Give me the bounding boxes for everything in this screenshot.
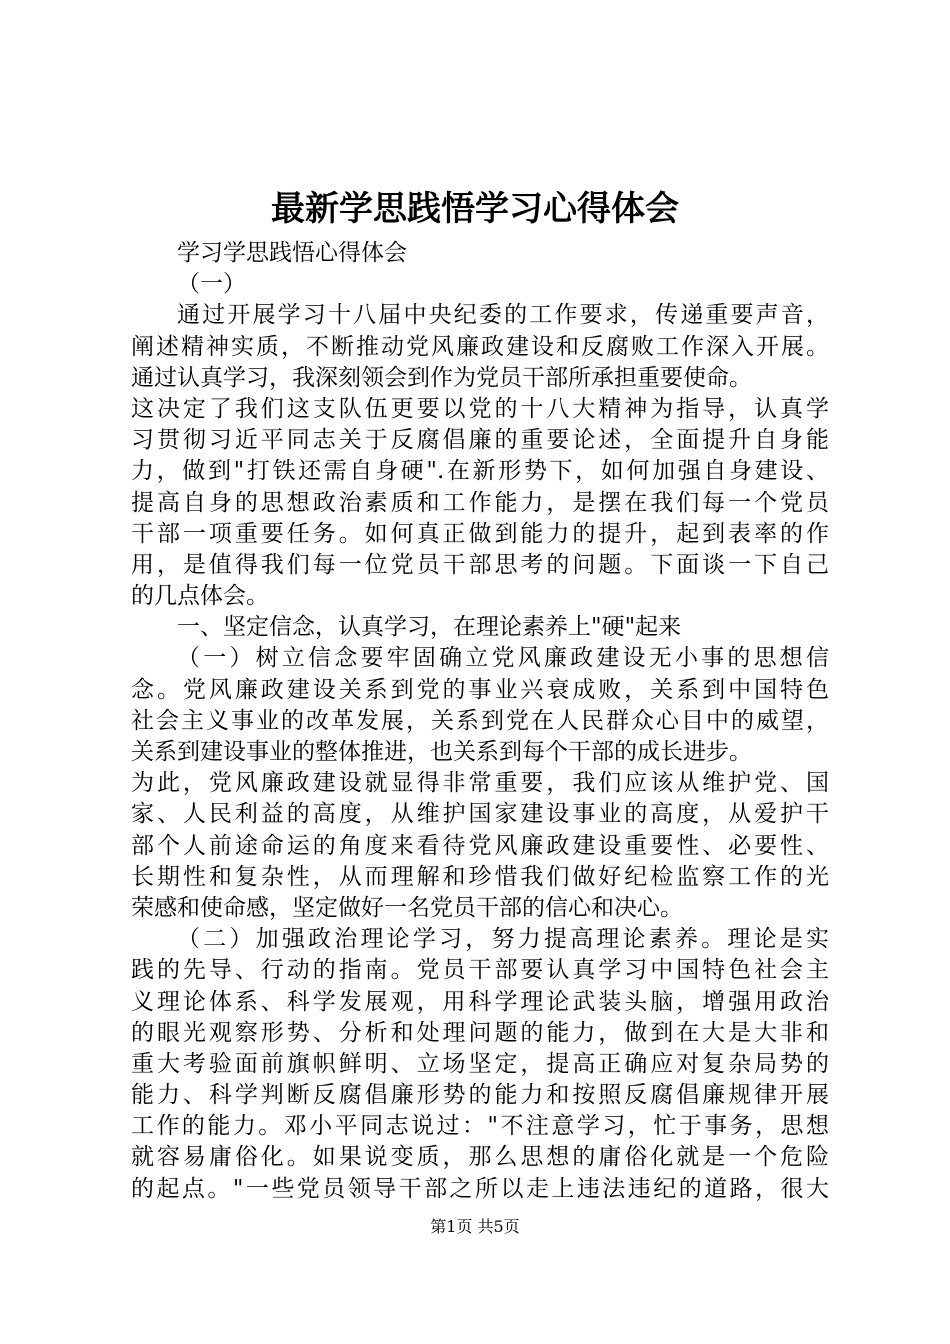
body-line: 义理论体系、科学发展观，用科学理论武装头脑，增强用政治 <box>131 988 829 1015</box>
body-line: 的眼光观察形势、分析和处理问题的能力，做到在大是大非和 <box>131 1019 829 1046</box>
body-line: （一）树立信念要牢固确立党风廉政建设无小事的思想信 <box>177 645 829 672</box>
body-line: 的几点体会。 <box>131 583 269 610</box>
body-line: （一） <box>177 271 246 298</box>
page-footer: 第1页 共5页 <box>430 1217 520 1236</box>
body-line: 习贯彻习近平同志关于反腐倡廉的重要论述，全面提升自身能 <box>131 427 829 454</box>
body-line: 关系到建设事业的整体推进，也关系到每个干部的成长进步。 <box>131 739 752 765</box>
body-line: 荣感和使命感，坚定做好一名党员干部的信心和决心。 <box>131 894 683 921</box>
body-line: 部个人前途命运的角度来看待党风廉政建设重要性、必要性、 <box>131 832 829 859</box>
body-line: 社会主义事业的改革发展，关系到党在人民群众心目中的威望， <box>131 707 829 734</box>
body-line: 提高自身的思想政治素质和工作能力，是摆在我们每一个党员 <box>131 489 829 516</box>
body-line: 念。党风廉政建设关系到党的事业兴衰成败，关系到中国特色 <box>131 676 829 703</box>
document-body <box>131 238 829 1205</box>
body-line: 长期性和复杂性，从而理解和珍惜我们做好纪检监察工作的光 <box>131 863 829 890</box>
document-title: 最新学思践悟学习心得体会 <box>271 189 679 229</box>
body-line: 通过认真学习，我深刻领会到作为党员干部所承担重要使命。 <box>131 364 752 391</box>
body-line: 就容易庸俗化。如果说变质，那么思想的庸俗化就是一个危险 <box>131 1144 829 1171</box>
body-line: 阐述精神实质，不断推动党风廉政建设和反腐败工作深入开展。 <box>131 333 829 360</box>
body-line: 力，做到"打铁还需自身硬".在新形势下，如何加强自身建设、 <box>131 458 829 485</box>
body-line: 通过开展学习十八届中央纪委的工作要求，传递重要声音， <box>177 302 829 329</box>
body-line: 践的先导、行动的指南。党员干部要认真学习中国特色社会主 <box>131 957 829 984</box>
body-line: 的起点。"一些党员领导干部之所以走上违法违纪的道路，很大 <box>131 1175 829 1202</box>
body-line: 这决定了我们这支队伍更要以党的十八大精神为指导，认真学 <box>131 395 829 422</box>
body-line: 家、人民利益的高度，从维护国家建设事业的高度，从爱护干 <box>131 801 829 828</box>
body-line: 干部一项重要任务。如何真正做到能力的提升，起到表率的作 <box>131 520 829 547</box>
body-line: （二）加强政治理论学习，努力提高理论素养。理论是实 <box>177 926 829 953</box>
body-line: 重大考验面前旗帜鲜明、立场坚定，提高正确应对复杂局势的 <box>131 1050 829 1077</box>
body-line: 学习学思践悟心得体会 <box>177 240 407 266</box>
body-line: 用，是值得我们每一位党员干部思考的问题。下面谈一下自己 <box>131 551 829 578</box>
body-line: 能力、科学判断反腐倡廉形势的能力和按照反腐倡廉规律开展 <box>131 1082 829 1109</box>
body-line: 为此，党风廉政建设就显得非常重要，我们应该从维护党、国 <box>131 770 829 797</box>
body-line: 一、坚定信念，认真学习，在理论素养上"硬"起来 <box>177 614 682 641</box>
body-line: 工作的能力。邓小平同志说过："不注意学习，忙于事务，思想 <box>131 1113 829 1140</box>
